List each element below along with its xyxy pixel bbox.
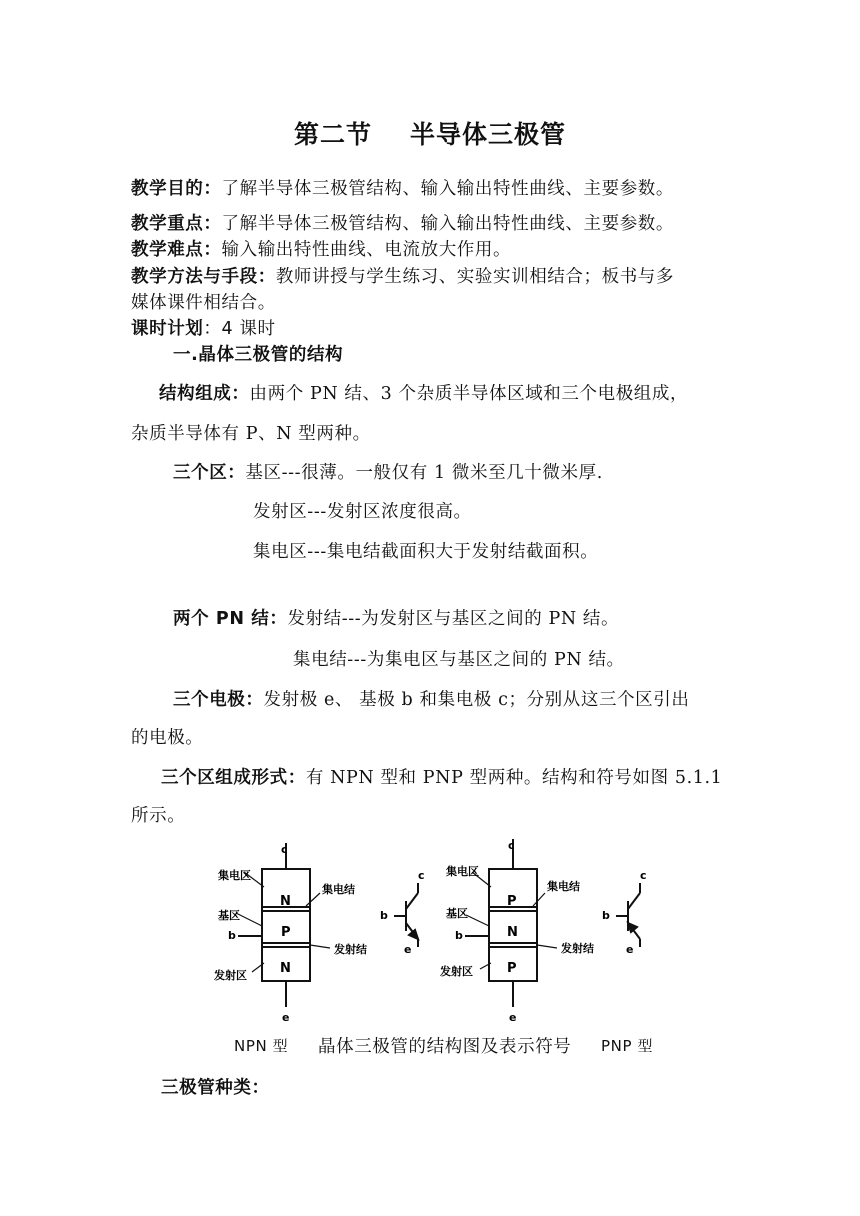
npn-symbol bbox=[394, 883, 418, 947]
junction-emitter-text: 发射结---为发射区与基区之间的 PN 结。 bbox=[287, 609, 620, 629]
electrodes-label: 三个电极： bbox=[173, 690, 264, 710]
pnp-pin-b: b bbox=[455, 929, 463, 942]
caption-center: 晶体三极管的结构图及表示符号 bbox=[318, 1037, 572, 1057]
schedule-text: ：4 课时 bbox=[203, 319, 276, 339]
structure-label: 结构组成： bbox=[159, 384, 250, 404]
objectives-label: 教学目的： bbox=[131, 179, 222, 199]
forms-line bbox=[161, 764, 722, 789]
pnp-layer-bottom: P bbox=[507, 961, 517, 976]
schedule-label: 课时计划 bbox=[131, 319, 204, 339]
structure-text-continued: 杂质半导体有 P、N 型两种。 bbox=[131, 424, 371, 444]
npn-pin-e: e bbox=[282, 1011, 290, 1023]
methods-label: 教学方法与手段： bbox=[131, 267, 276, 287]
title-section-number: 第二节 bbox=[293, 120, 372, 149]
pnp-pin-e: e bbox=[509, 1011, 517, 1023]
junctions-label: 两个 PN 结： bbox=[173, 609, 288, 629]
npn-layer-middle: P bbox=[281, 925, 291, 940]
caption-npn: NPN 型 bbox=[234, 1037, 289, 1055]
npn-pin-b: b bbox=[228, 929, 236, 942]
difficulties-line bbox=[131, 236, 511, 261]
structure-text: 由两个 PN 结、3 个杂质半导体区域和三个电极组成， bbox=[249, 384, 689, 404]
junctions-line-emitter bbox=[173, 605, 619, 630]
regions-label: 三个区： bbox=[173, 463, 246, 483]
forms-label: 三个区组成形式： bbox=[161, 768, 306, 788]
objectives-text: 了解半导体三极管结构、输入输出特性曲线、主要参数。 bbox=[221, 179, 674, 199]
pnp-label-emitter-region: 发射区 bbox=[440, 965, 473, 978]
npn-layer-bottom: N bbox=[280, 961, 291, 976]
pnp-symbol-pin-c: c bbox=[640, 869, 647, 882]
objectives-line bbox=[131, 175, 674, 200]
schedule-line bbox=[131, 315, 276, 340]
pnp-label-collector-region: 集电区 bbox=[446, 865, 479, 878]
pnp-layer-middle: N bbox=[507, 925, 518, 940]
pnp-symbol-pin-b: b bbox=[602, 909, 610, 922]
electrodes-line bbox=[173, 686, 689, 711]
electrodes-text: 发射极 e、 基极 b 和集电极 c；分别从这三个区引出 bbox=[263, 690, 690, 710]
methods-text: 教师讲授与学生练习、实验实训相结合；板书与多 bbox=[275, 267, 675, 287]
npn-label-collector-region: 集电区 bbox=[218, 869, 251, 882]
pnp-label-emitter-junction: 发射结 bbox=[561, 942, 594, 955]
npn-layer-top: N bbox=[280, 894, 291, 909]
regions-line-base bbox=[173, 459, 603, 484]
key-points-text: 了解半导体三极管结构、输入输出特性曲线、主要参数。 bbox=[221, 214, 674, 234]
pnp-symbol-pin-e: e bbox=[626, 943, 634, 956]
difficulties-label: 教学难点： bbox=[131, 240, 222, 260]
region-base-text: 基区---很薄。一般仅有 1 微米至几十微米厚. bbox=[245, 463, 603, 483]
region-collector-text: 集电区---集电结截面积大于发射结截面积。 bbox=[253, 542, 599, 562]
npn-label-emitter-junction: 发射结 bbox=[334, 943, 367, 956]
section-heading: 一.晶体三极管的结构 bbox=[173, 345, 344, 365]
methods-text-continued: 媒体课件相结合。 bbox=[131, 293, 276, 313]
electrodes-text-continued: 的电极。 bbox=[131, 728, 204, 748]
methods-line bbox=[131, 263, 674, 288]
pnp-layer-top: P bbox=[507, 894, 517, 909]
structure-line bbox=[159, 380, 688, 405]
title-topic: 半导体三极管 bbox=[410, 120, 567, 149]
difficulties-text: 输入输出特性曲线、电流放大作用。 bbox=[221, 240, 512, 260]
pnp-pin-c: c bbox=[508, 839, 515, 852]
npn-label-base-region: 基区 bbox=[218, 909, 240, 922]
npn-symbol-pin-b: b bbox=[380, 909, 388, 922]
npn-pin-c: c bbox=[281, 843, 288, 856]
pnp-label-base-region: 基区 bbox=[446, 907, 468, 920]
region-emitter-text: 发射区---发射区浓度很高。 bbox=[253, 502, 472, 522]
forms-text-continued: 所示。 bbox=[131, 806, 186, 826]
npn-symbol-pin-e: e bbox=[404, 943, 412, 956]
pnp-label-collector-junction: 集电结 bbox=[547, 880, 580, 893]
caption-pnp: PNP 型 bbox=[601, 1037, 654, 1055]
key-points-label: 教学重点： bbox=[131, 214, 222, 234]
transistor-structure-figure bbox=[210, 835, 650, 1023]
npn-label-emitter-region: 发射区 bbox=[214, 969, 247, 982]
forms-text: 有 NPN 型和 PNP 型两种。结构和符号如图 5.1.1 bbox=[305, 768, 723, 788]
npn-label-collector-junction: 集电结 bbox=[322, 883, 355, 896]
types-heading: 三极管种类： bbox=[161, 1078, 270, 1098]
npn-symbol-pin-c: c bbox=[418, 869, 425, 882]
pnp-symbol bbox=[616, 883, 640, 947]
junction-collector-text: 集电结---为集电区与基区之间的 PN 结。 bbox=[293, 650, 625, 670]
key-points-line bbox=[131, 210, 674, 235]
page-title bbox=[0, 115, 860, 151]
